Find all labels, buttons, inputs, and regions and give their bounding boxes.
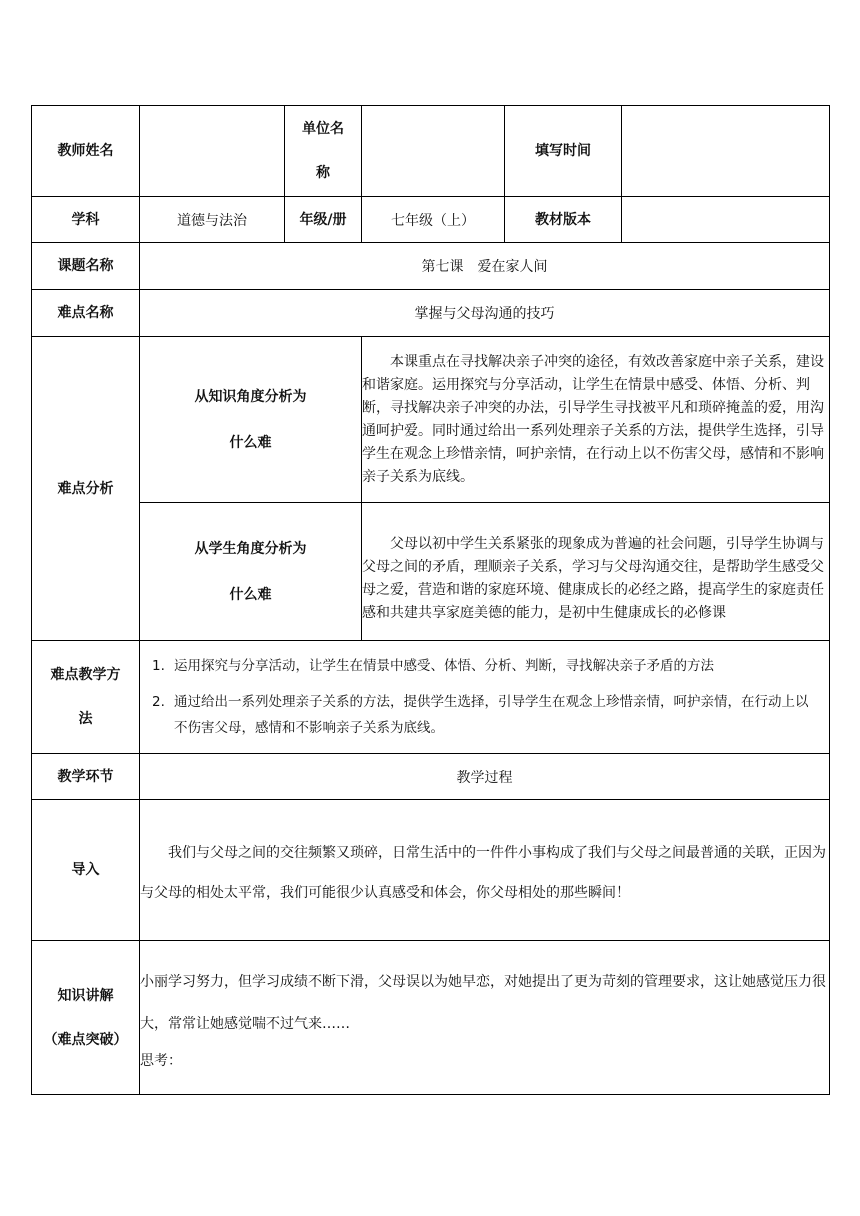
subject-label: 学科 <box>32 197 140 243</box>
knowledge-angle-label-line2: 什么难 <box>229 434 272 451</box>
knowledge-angle-label-line1: 从知识角度分析为 <box>194 388 307 405</box>
teacher-name-label: 教师姓名 <box>32 106 140 197</box>
knowledge-angle-paragraph: 本课重点在寻找解决亲子冲突的途径，有效改善家庭中亲子关系，建设和谐家庭。运用探究与分享活动，让学生在情景中感受、体悟、分析、判断，寻找解决亲子冲突的办法，引导学生寻找被平凡和琐碎掩盖的爱，用沟通呵护爱。同时通过给出一系列处理亲子关系的方法，提供学生选择，引导学生在观念上珍惜亲情，呵护亲情，在行动上以不伤害父母，感情和不影响亲子关系为底线。 <box>362 353 824 485</box>
grade-label: 年级/册 <box>285 197 362 243</box>
case-paragraph: 小丽学习努力，但学习成绩不断下滑，父母误以为她早恋，对她提出了更为苛刻的管理要求，这让她感觉压力很大，常常让她感觉喘不过气来…… <box>140 973 826 1032</box>
intro-paragraph: 我们与父母之间的交往频繁又琐碎，日常生活中的一件件小事构成了我们与父母之间最普通的关联，正因为与父母的相处太平常，我们可能很少认真感受和体会，你父母相处的那些瞬间！ <box>140 845 826 901</box>
method-item-text: 运用探究与分享活动，让学生在情景中感受、体悟、分析、判断，寻找解决亲子矛盾的方法 <box>174 658 714 674</box>
teaching-process-label: 教学过程 <box>140 754 830 800</box>
fill-time-value[interactable] <box>622 106 830 197</box>
row-lesson-title <box>32 243 830 290</box>
knowledge-angle-label <box>140 337 362 503</box>
teaching-methods-label-line2: 法 <box>78 711 93 727</box>
knowledge-explanation-label-line1: 知识讲解 <box>57 987 114 1004</box>
difficulty-name-label: 难点名称 <box>32 290 140 337</box>
knowledge-explanation-label <box>32 941 140 1095</box>
unit-name-label-line1: 单位名 <box>302 121 344 137</box>
method-item-number: 1. <box>152 658 165 674</box>
fill-time-label: 填写时间 <box>505 106 622 197</box>
unit-name-value[interactable] <box>362 106 505 197</box>
row-analysis-student <box>32 503 830 641</box>
student-angle-label-line1: 从学生角度分析为 <box>194 540 307 557</box>
teaching-methods-label <box>32 641 140 754</box>
knowledge-explanation-content <box>140 941 830 1095</box>
student-angle-label-line2: 什么难 <box>229 586 272 603</box>
textbook-edition-value[interactable] <box>622 197 830 243</box>
knowledge-explanation-label-line2: （难点突破） <box>43 1031 128 1048</box>
method-item <box>148 653 821 679</box>
intro-label: 导入 <box>32 800 140 941</box>
student-angle-paragraph: 父母以初中学生关系紧张的现象成为普遍的社会问题，引导学生协调与父母之间的矛盾，理顺亲子关系，学习与父母沟通交往，是帮助学生感受父母之爱，营造和谐的家庭环境、健康成长的必经之路，提高学生的家庭责任感和共建共享家庭美德的能力，是初中生健康成长的必修课 <box>362 535 824 621</box>
row-difficulty-name <box>32 290 830 337</box>
student-angle-text <box>362 503 830 641</box>
row-process-header <box>32 754 830 800</box>
lesson-title-label: 课题名称 <box>32 243 140 290</box>
row-teacher-info <box>32 106 830 197</box>
lesson-title-value: 第七课 爱在家人间 <box>140 243 830 290</box>
subject-value: 道德与法治 <box>140 197 285 243</box>
row-analysis-knowledge <box>32 337 830 503</box>
teaching-methods-list <box>140 653 829 741</box>
knowledge-angle-text <box>362 337 830 503</box>
unit-name-label <box>285 106 362 197</box>
teacher-name-value[interactable] <box>140 106 285 197</box>
row-intro <box>32 800 830 941</box>
teaching-methods-label-line1: 难点教学方 <box>50 667 121 683</box>
unit-name-label-line2: 称 <box>316 165 330 181</box>
row-subject-info <box>32 197 830 243</box>
textbook-edition-label: 教材版本 <box>505 197 622 243</box>
intro-content <box>140 800 830 941</box>
row-teaching-methods <box>32 641 830 754</box>
difficulty-name-value: 掌握与父母沟通的技巧 <box>140 290 830 337</box>
grade-value: 七年级（上） <box>362 197 505 243</box>
method-item-number: 2. <box>152 694 165 710</box>
method-item-text: 通过给出一系列处理亲子关系的方法，提供学生选择，引导学生在观念上珍惜亲情，呵护亲情，在行动上以不伤害父母，感情和不影响亲子关系为底线。 <box>174 694 809 736</box>
lesson-plan-table <box>31 105 830 1095</box>
difficulty-analysis-label: 难点分析 <box>32 337 140 641</box>
teaching-stage-label: 教学环节 <box>32 754 140 800</box>
row-knowledge-explanation <box>32 941 830 1095</box>
method-item <box>148 689 821 741</box>
teaching-methods-content <box>140 641 830 754</box>
think-prompt: 思考： <box>140 1052 182 1069</box>
student-angle-label <box>140 503 362 641</box>
